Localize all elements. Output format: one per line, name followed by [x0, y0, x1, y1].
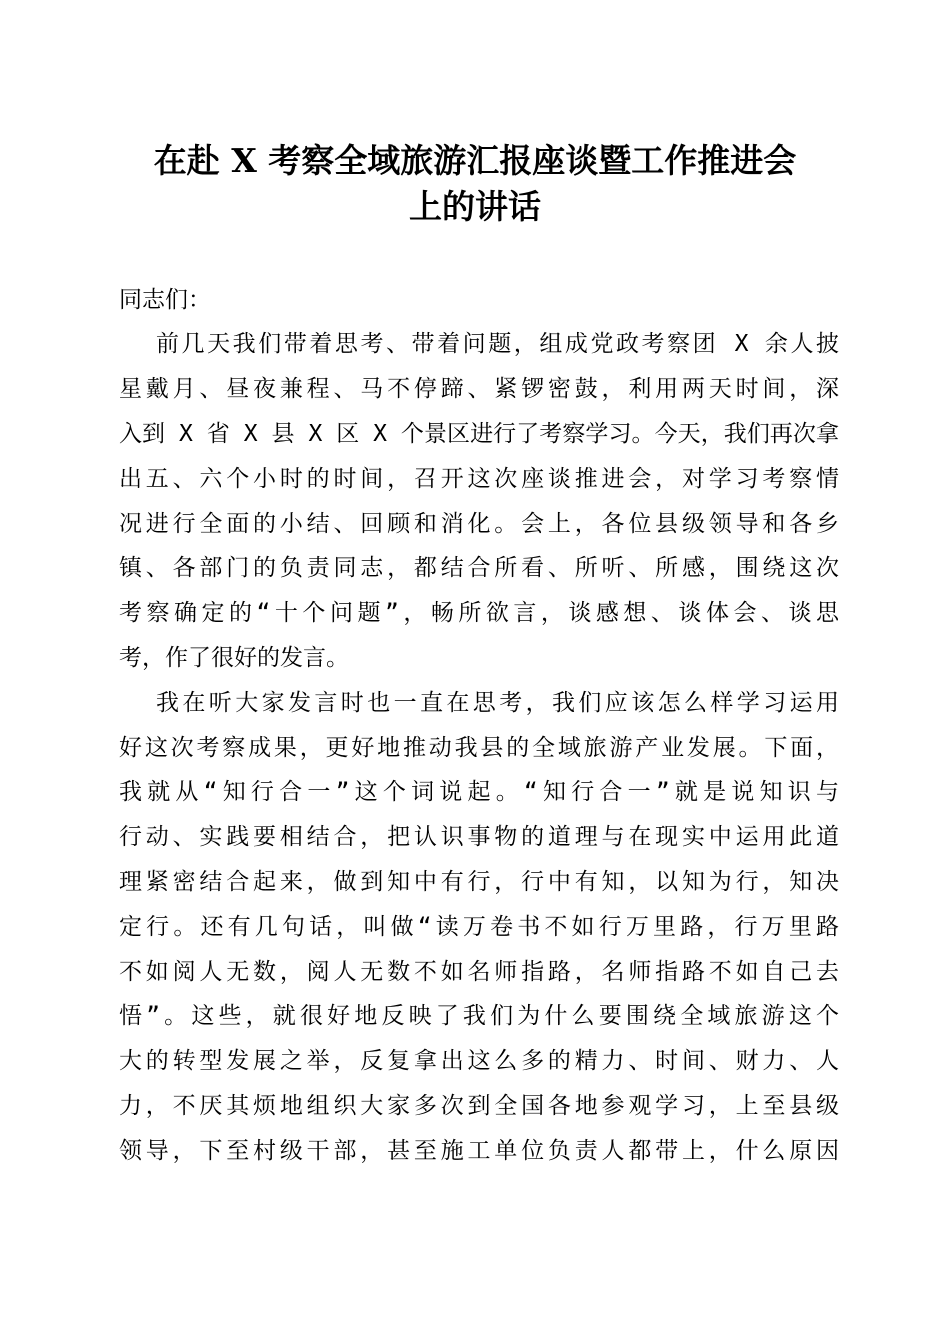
body-line: 大的转型发展之举，反复拿出这么多的精力、时间、财力、人: [119, 1048, 839, 1074]
body-line: 定行。还有几句话，叫做“读万卷书不如行万里路，行万里路: [119, 914, 839, 940]
body-line: 悟”。这些，就很好地反映了我们为什么要围绕全域旅游这个: [119, 1003, 839, 1029]
body-line: 我就从“知行合一”这个词说起。“知行合一”就是说知识与: [119, 779, 839, 805]
body-line: 考，作了很好的发言。: [119, 645, 349, 671]
body-line: 出五、六个小时的时间，召开这次座谈推进会，对学习考察情: [119, 466, 839, 492]
body-line: 考察确定的“十个问题”，畅所欲言，谈感想、谈体会、谈思: [119, 600, 839, 626]
body-line: 前几天我们带着思考、带着问题，组成党政考察团 X 余人披: [156, 331, 839, 357]
body-line: 镇、各部门的负责同志，都结合所看、所听、所感，围绕这次: [119, 555, 839, 581]
body-line: 星戴月、昼夜兼程、马不停蹄、紧锣密鼓，利用两天时间，深: [119, 376, 839, 402]
body-line: 领导，下至村级干部，甚至施工单位负责人都带上，什么原因: [119, 1138, 839, 1164]
salutation: 同志们：: [119, 287, 211, 313]
body-line: 我在听大家发言时也一直在思考，我们应该怎么样学习运用: [156, 690, 839, 716]
body-line: 好这次考察成果，更好地推动我县的全域旅游产业发展。下面，: [119, 735, 839, 761]
body-line: 力，不厌其烦地组织大家多次到全国各地参观学习，上至县级: [119, 1093, 839, 1119]
document-title-line-2: 上的讲话: [409, 187, 541, 226]
body-line: 行动、实践要相结合，把认识事物的道理与在现实中运用此道: [119, 824, 839, 850]
body-line: 不如阅人无数，阅人无数不如名师指路，名师指路不如自己去: [119, 959, 839, 985]
body-line: 况进行全面的小结、回顾和消化。会上，各位县级领导和各乡: [119, 511, 839, 537]
body-line: 理紧密结合起来，做到知中有行，行中有知，以知为行，知决: [119, 869, 839, 895]
document-title-line-1: 在赴 X 考察全域旅游汇报座谈暨工作推进会: [153, 141, 797, 180]
body-line: 入到 X 省 X 县 X 区 X 个景区进行了考察学习。今天，我们再次拿: [119, 421, 839, 447]
